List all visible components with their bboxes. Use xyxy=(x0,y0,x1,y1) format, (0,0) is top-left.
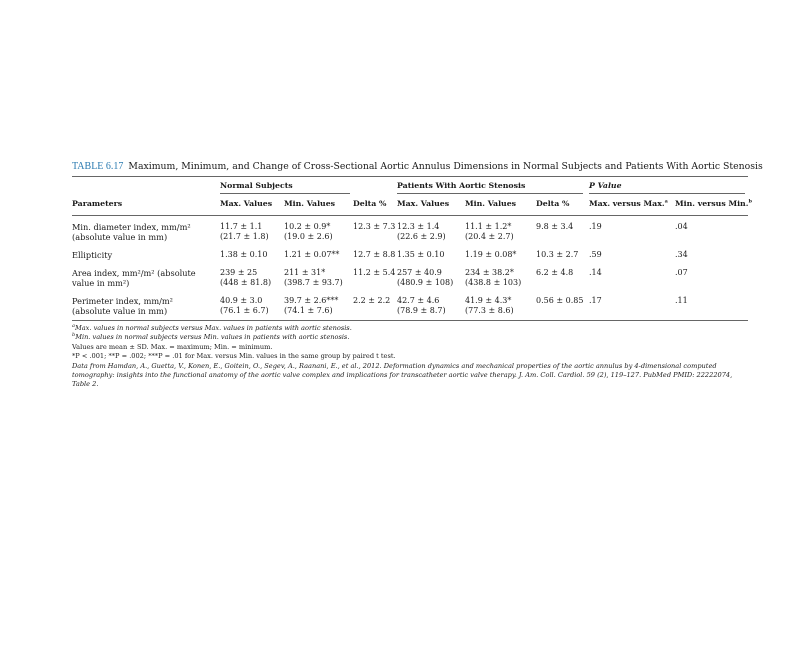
col-normal-max: Max. Values xyxy=(220,194,284,216)
col-stenosis-delta: Delta % xyxy=(536,194,589,216)
footnote-b: $^b$Min. values in normal subjects versus Min. values in patients with aortic stenosis. xyxy=(72,332,350,342)
table-row: Perimeter index, mm/m² (absolute value in mm) 40.9 ± 3.0 (76.1 ± 6.7) 39.7 ± 2.6*** (74.1 ± 7.6) 2.2 ± 2.2 42.7 ± 4.6 (78.9 ± 8.7) 41.9 ± 4.3* (77.3 ± 8.6) 0.56 ± 0.85 .17 .11 xyxy=(72,290,748,321)
param-cell: Ellipticity xyxy=(72,250,113,260)
table-caption xyxy=(72,160,763,177)
col-stenosis-max: Max. Values xyxy=(397,194,465,216)
footnote-source: Data from Hamdan, A., Guetta, V., Konen, E., Goitein, O., Segev, A., Raanani, E., et al., 2012. Deformation dynamics and mechanical properties of the aortic annulus by 4-dimensional computed tomography: insights into the functional anatomy of the aortic valve complex and implications for transcatheter aortic valve therapy. J. Am. Coll. Cardiol. 59 (2), 119–127. PubMed PMID: 22222074, Table 2. xyxy=(72,361,733,389)
table-label: TABLE 6.17 xyxy=(72,161,124,172)
param-cell: Min. diameter index, mm/m² (absolute value in mm) xyxy=(72,222,191,242)
param-cell: Perimeter index, mm/m² (absolute value in mm) xyxy=(72,290,220,321)
param-cell: Area index, mm²/m² (absolute value in mm²) xyxy=(72,268,196,288)
data-table xyxy=(72,177,752,321)
col-parameters: Parameters xyxy=(72,194,220,216)
table-footnotes xyxy=(72,324,748,390)
footnote-a: $^a$Max. values in normal subjects versus Max. values in patients with aortic stenosis. xyxy=(72,322,352,332)
column-header-row xyxy=(72,194,748,216)
table-row: Ellipticity 1.38 ± 0.10 1.21 ± 0.07** 12.7 ± 8.8 1.35 ± 0.10 1.19 ± 0.08* 10.3 ± 2.7 .59 .34 xyxy=(72,244,748,262)
col-stenosis-min: Min. Values xyxy=(465,194,536,216)
group-normal-subjects: Normal Subjects xyxy=(220,181,350,194)
group-p-value: P Value xyxy=(589,181,745,194)
table-title: Maximum, Minimum, and Change of Cross-Sectional Aortic Annulus Dimensions in Normal Subjects and Patients With Aortic Stenosis xyxy=(128,161,763,172)
footnote-p-values: *P < .001; **P = .002; ***P = .01 for Max. versus Min. values in the same group by paired t test. xyxy=(72,352,396,361)
group-aortic-stenosis: Patients With Aortic Stenosis xyxy=(397,181,583,194)
footnote-values: Values are mean ± SD. Max. = maximum; Min. = minimum. xyxy=(72,342,273,351)
col-normal-min: Min. Values xyxy=(284,194,353,216)
col-p-max: Max. versus Max.$^a$ xyxy=(589,194,675,216)
table-row: Min. diameter index, mm/m² (absolute value in mm) 11.7 ± 1.1 (21.7 ± 1.8) 10.2 ± 0.9* (19.0 ± 2.6) 12.3 ± 7.3 12.3 ± 1.4 (22.6 ± 2.9) 11.1 ± 1.2* (20.4 ± 2.7) 9.8 ± 3.4 .19 .04 xyxy=(72,216,748,245)
group-header-row xyxy=(72,177,748,194)
col-normal-delta: Delta % xyxy=(353,194,397,216)
table-container xyxy=(72,160,763,390)
table-row: Area index, mm²/m² (absolute value in mm²) 239 ± 25 (448 ± 81.8) 211 ± 31* (398.7 ± 93.7) 11.2 ± 5.4 257 ± 40.9 (480.9 ± 108) 234 ± 38.2* (438.8 ± 103) 6.2 ± 4.8 .14 .07 xyxy=(72,262,748,290)
col-p-min: Min. versus Min.$^b$ xyxy=(675,194,748,216)
